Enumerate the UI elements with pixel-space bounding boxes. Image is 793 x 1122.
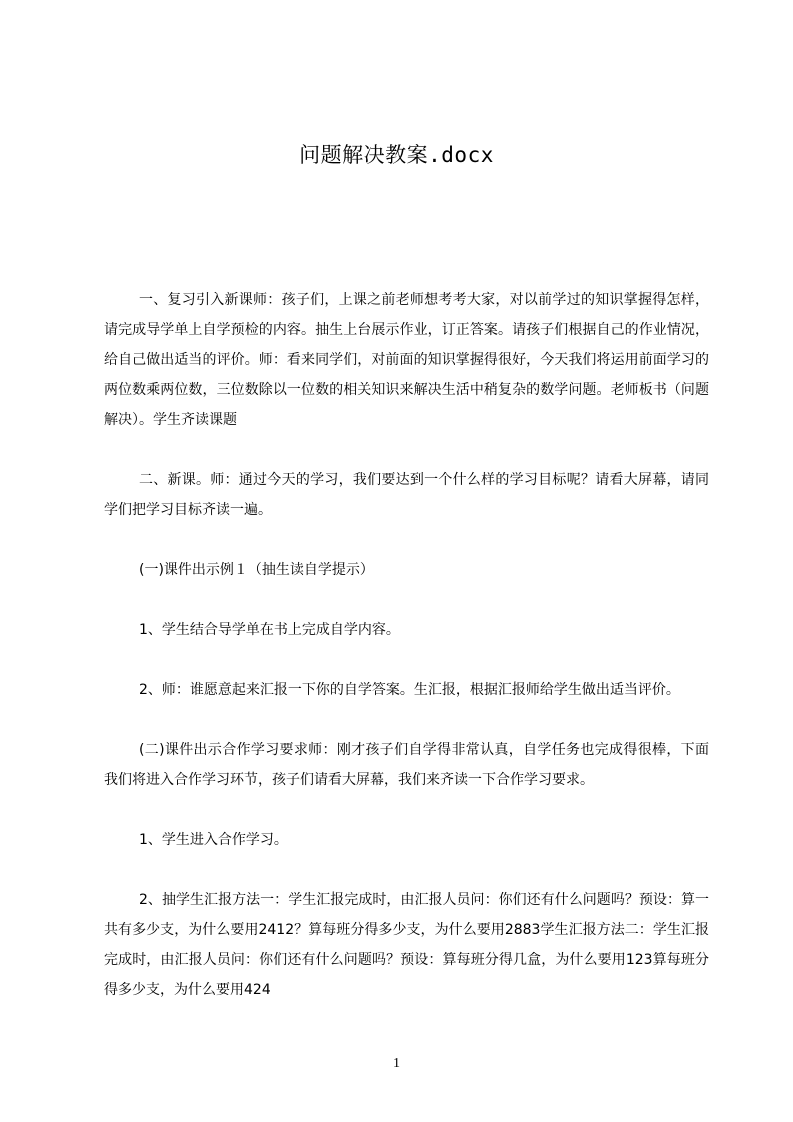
paragraph-report-answers: 2、师：谁愿意起来汇报一下你的自学答案。生汇报，根据汇报师给学生做出适当评价。: [139, 682, 680, 698]
paragraph-example-one: (一)课件出示例１（抽生读自学提示）: [139, 562, 374, 578]
paragraph-self-study: 1、学生结合导学单在书上完成自学内容。: [139, 622, 400, 638]
document-title: 问题解决教案.docx: [299, 143, 494, 167]
paragraph-review-intro: 一、复习引入新课师：孩子们，上课之前老师想考考大家，对以前学过的知识掌握得怎样，请完成导学单上自学预检的内容。抽生上台展示作业，订正答案。请孩子们根据自己的作业情况，给自己做出适当的评价。师：看来同学们，对前面的知识掌握得很好，今天我们将运用前面学习的两位数乘两位数，三位数除以一位数的相关知识来解决生活中稍复杂的数学问题。老师板书（问题解决）。学生齐读课题: [104, 292, 709, 428]
paragraph-cooperative-learning: 1、学生进入合作学习。: [139, 832, 288, 848]
paragraph-new-lesson: 二、新课。师：通过今天的学习，我们要达到一个什么样的学习目标呢？请看大屏幕，请同学们把学习目标齐读一遍。: [104, 472, 709, 518]
page-number: 1: [393, 1056, 400, 1071]
paragraph-student-report-methods: 2、抽学生汇报方法一：学生汇报完成时，由汇报人员问：你们还有什么问题吗？预设：算一共有多少支，为什么要用2412？算每班分得多少支，为什么要用2883学生汇报方法二：学生汇报完成时，由汇报人员问：你们还有什么问题吗？预设：算每班分得几盒，为什么要用123算每班分得多少支，为什么要用424: [104, 892, 709, 998]
document-body: [104, 285, 709, 1035]
paragraph-cooperative-requirements: (二)课件出示合作学习要求师：刚才孩子们自学得非常认真，自学任务也完成得很棒，下面我们将进入合作学习环节，孩子们请看大屏幕，我们来齐读一下合作学习要求。: [104, 742, 709, 788]
